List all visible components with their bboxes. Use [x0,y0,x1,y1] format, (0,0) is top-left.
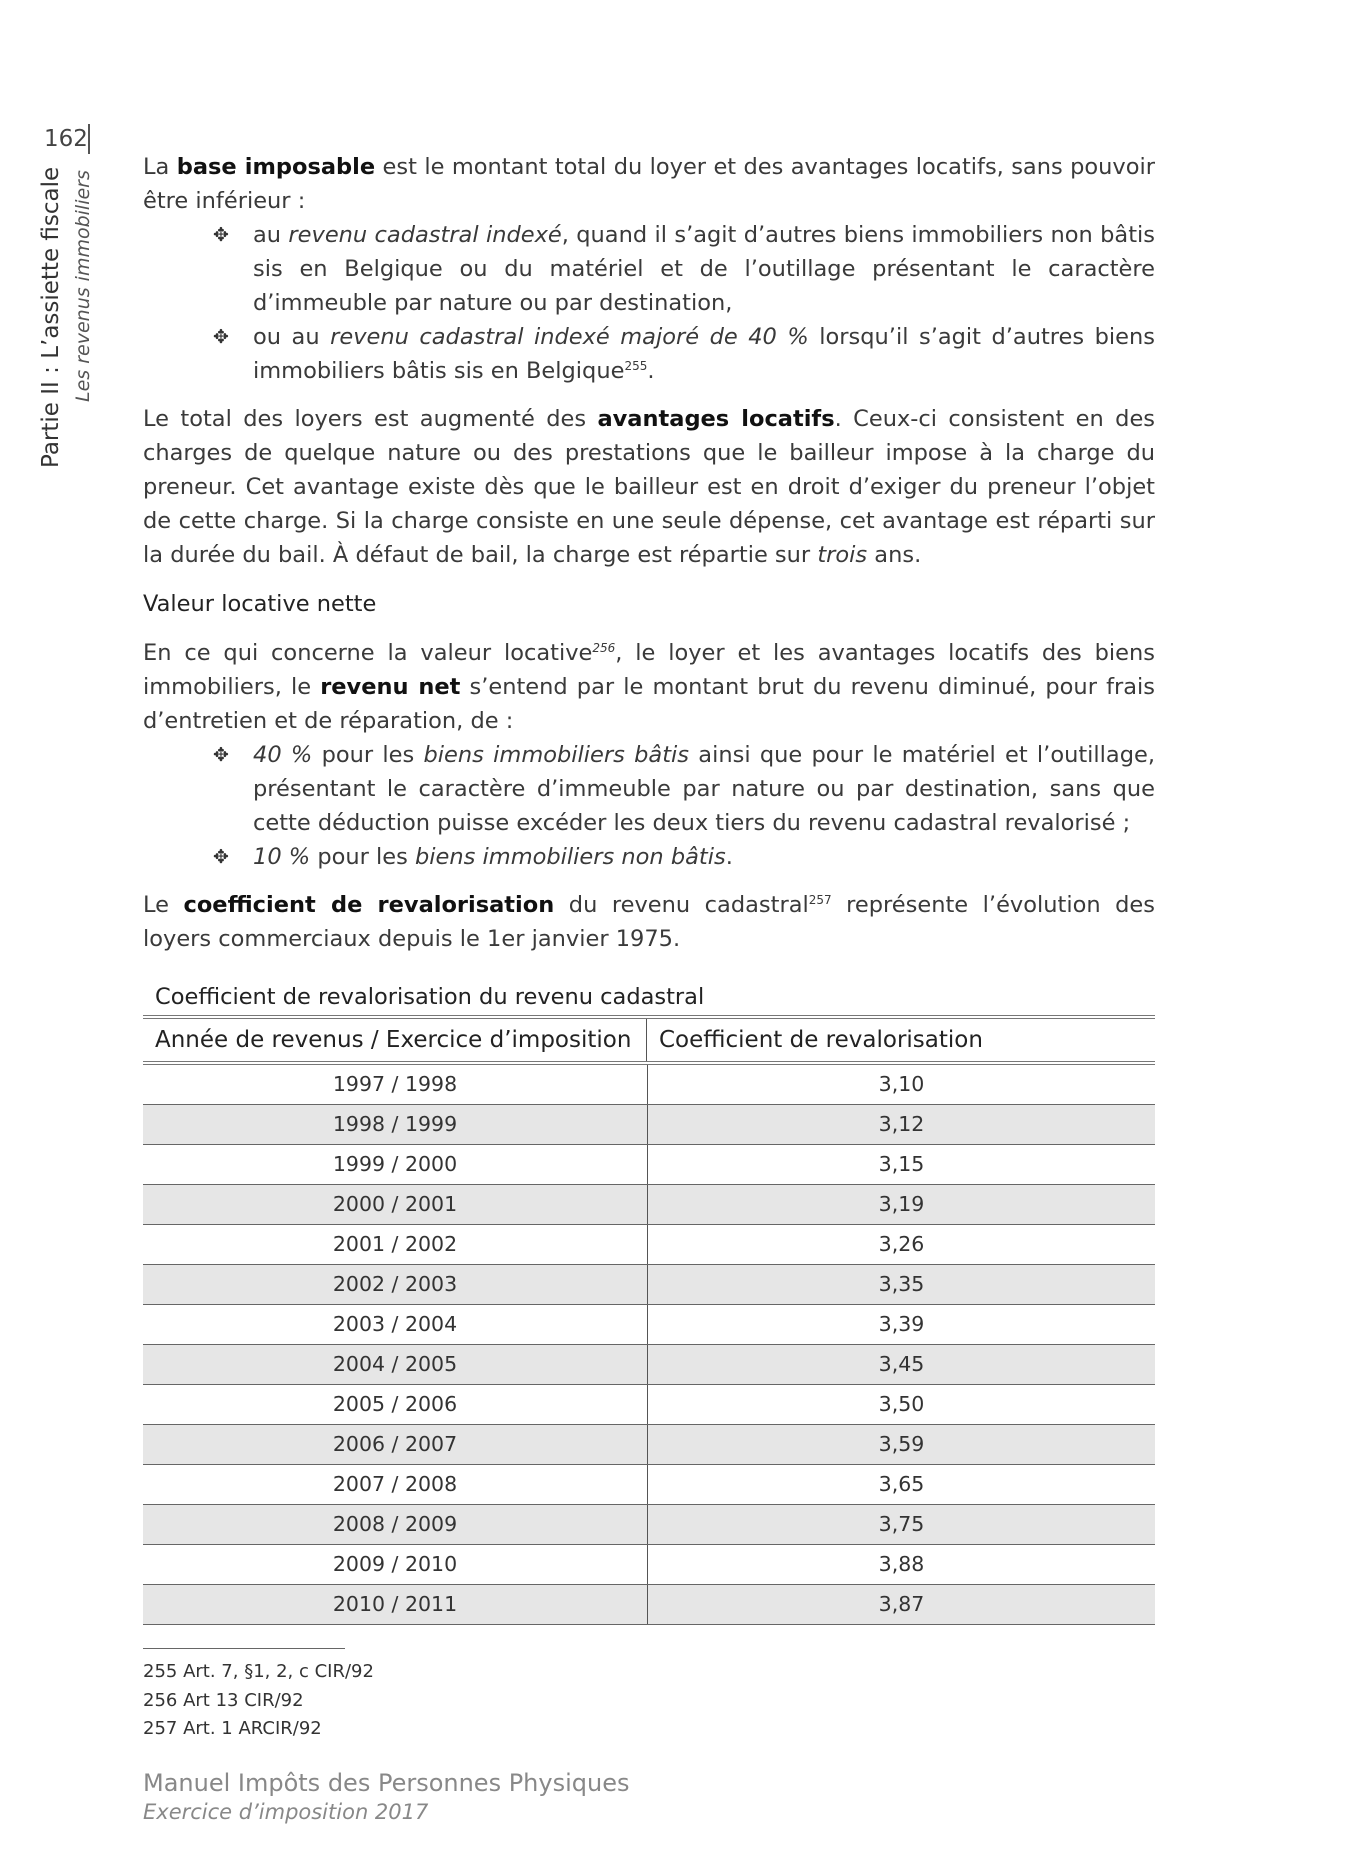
table-row [143,1225,1155,1265]
list-item [213,320,1155,388]
footnote-ref: 256 [592,641,616,655]
table-row [143,1385,1155,1425]
cell-coefficient: 3,10 [878,1072,925,1096]
table-row [143,1505,1155,1545]
four-diamond-bullet-icon: ✥ [213,846,229,868]
table-row [143,1145,1155,1185]
table-row [143,1065,1155,1105]
list-item [213,218,1155,320]
list-item [213,738,1155,840]
text-run: Le [143,892,184,918]
cell-year: 2001 / 2002 [143,1225,648,1264]
cell-year: 2009 / 2010 [143,1545,648,1584]
paragraph-revenu-net [143,636,1155,738]
footnote: 257 Art. 1 ARCIR/92 [143,1718,322,1739]
paragraph-avantages-locatifs [143,402,1155,572]
footnote-separator [143,1648,345,1649]
italic-term: biens immobiliers non bâtis [415,844,726,870]
table-row [143,1545,1155,1585]
cell-coefficient: 3,12 [878,1112,925,1136]
table-row [143,1105,1155,1145]
cell-coefficient: 3,88 [878,1552,925,1576]
list-item [213,840,1155,874]
cell-year: 2002 / 2003 [143,1265,648,1304]
text-run: est le montant total du loyer et des avantages locatifs, sans pouvoir être inférieur : [143,154,1155,214]
table-row [143,1345,1155,1385]
cell-coefficient: 3,19 [878,1192,925,1216]
table-body [143,1065,1155,1625]
cell-year: 1998 / 1999 [143,1105,648,1144]
text-run: ainsi que pour le matériel et l’outillage, présentant le caractère d’immeuble par nature ou par destination, sans que cette déduction puisse excéder les deux tiers du revenu cadastral revalorisé ; [253,742,1155,836]
column-header-year: Année de revenus / Exercice d’imposition [143,1019,647,1061]
cell-year: 2003 / 2004 [143,1305,648,1344]
text-run: . [647,358,655,384]
cell-year: 2004 / 2005 [143,1345,648,1384]
italic-term: 40 % [253,742,313,768]
table-row [143,1465,1155,1505]
cell-coefficient: 3,75 [878,1512,925,1536]
text-run: pour les [312,742,424,768]
cell-coefficient: 3,35 [878,1272,925,1296]
cell-coefficient: 3,39 [878,1312,925,1336]
bold-term: base imposable [176,154,376,180]
bold-term: coefficient de revalorisation [183,892,555,918]
table-row [143,1265,1155,1305]
text-run: En ce qui concerne la valeur locative [143,640,593,666]
paragraph-coefficient [143,888,1155,956]
table-row [143,1305,1155,1345]
text-run: lorsqu’il s’agit d’autres biens immobiliers bâtis sis en Belgique [253,324,1155,384]
text-run: , quand il s’agit d’autres biens immobiliers non bâtis sis en Belgique ou du matériel et de l’outillage présentant le caractère d’immeuble par nature ou par destination, [253,222,1155,316]
four-diamond-bullet-icon: ✥ [213,744,229,766]
table-caption: Coefficient de revalorisation du revenu cadastral [155,984,705,1010]
italic-term: revenu cadastral indexé majoré de 40 % [330,324,809,350]
italic-term: revenu cadastral indexé [288,222,562,248]
italic-term: 10 % [253,844,311,870]
four-diamond-bullet-icon: ✥ [213,224,229,246]
bullet-list-minimums [143,218,1155,388]
footnote: 256 Art 13 CIR/92 [143,1689,304,1711]
footnote-ref: 255 [624,359,648,373]
italic-term: biens immobiliers bâtis [423,742,690,768]
section-title: Les revenus immobiliers [72,170,94,402]
bold-term: revenu net [320,674,461,700]
text-run: du revenu cadastral [554,892,809,918]
column-header-coefficient: Coefficient de revalorisation [659,1027,983,1053]
coefficient-table [143,1015,1155,1625]
text-run: représente l’évolution des loyers commerciaux depuis le 1er janvier 1975. [143,892,1155,952]
footnote: 255 Art. 7, §1, 2, c CIR/92 [143,1661,374,1682]
cell-coefficient: 3,50 [878,1392,925,1416]
table-row [143,1185,1155,1225]
footnote-ref: 257 [808,893,832,907]
cell-year: 1997 / 1998 [143,1065,648,1104]
text-run: , le loyer et les avantages locatifs des biens immobiliers, le [143,640,1155,700]
text-run: . Ceux-ci consistent en des charges de quelque nature ou des prestations que le bailleur impose à la charge du preneur. Cet avantage existe dès que le bailleur est en droit d’exiger du preneur l’objet de cette charge. Si la charge consiste en une seule dépense, cet avantage est réparti sur la durée du bail. À défaut de bail, la charge est répartie sur [143,406,1156,568]
cell-year: 2008 / 2009 [143,1505,648,1544]
cell-coefficient: 3,65 [878,1472,925,1496]
cell-year: 2000 / 2001 [143,1185,648,1224]
section-heading: Valeur locative nette [143,591,377,617]
cell-year: 2010 / 2011 [143,1585,648,1624]
table-row [143,1585,1155,1625]
cell-year: 2007 / 2008 [143,1465,648,1504]
text-run: . [725,844,733,870]
cell-coefficient: 3,15 [878,1152,925,1176]
main-content [143,150,1155,956]
text-run: au [253,222,289,248]
page-number: 162 [44,126,88,152]
text-run: s’entend par le montant brut du revenu diminué, pour frais d’entretien et de réparation, de : [143,674,1155,734]
text-run: pour les [310,844,416,870]
cell-coefficient: 3,26 [878,1232,925,1256]
footer-title: Manuel Impôts des Personnes Physiques [143,1769,630,1797]
text-run: ans. [867,542,922,568]
page-number-divider [88,124,90,154]
table-header-row [143,1019,1155,1065]
table-row [143,1425,1155,1465]
paragraph-base-imposable [143,150,1155,218]
part-title: Partie II : L’assiette fiscale [38,166,64,468]
text-run: ou au [253,324,331,350]
bold-term: avantages locatifs [597,406,835,432]
bullet-list-deductions [143,738,1155,874]
cell-year: 2005 / 2006 [143,1385,648,1424]
cell-coefficient: 3,45 [878,1352,925,1376]
cell-year: 2006 / 2007 [143,1425,648,1464]
cell-year: 1999 / 2000 [143,1145,648,1184]
cell-coefficient: 3,59 [878,1432,925,1456]
text-run: La [143,154,177,180]
footnotes [143,1658,374,1744]
text-run: Le total des loyers est augmenté des [143,406,598,432]
footer-subtitle: Exercice d’imposition 2017 [143,1800,429,1824]
cell-coefficient: 3,87 [878,1592,925,1616]
italic-term: trois [817,542,868,568]
four-diamond-bullet-icon: ✥ [213,326,229,348]
